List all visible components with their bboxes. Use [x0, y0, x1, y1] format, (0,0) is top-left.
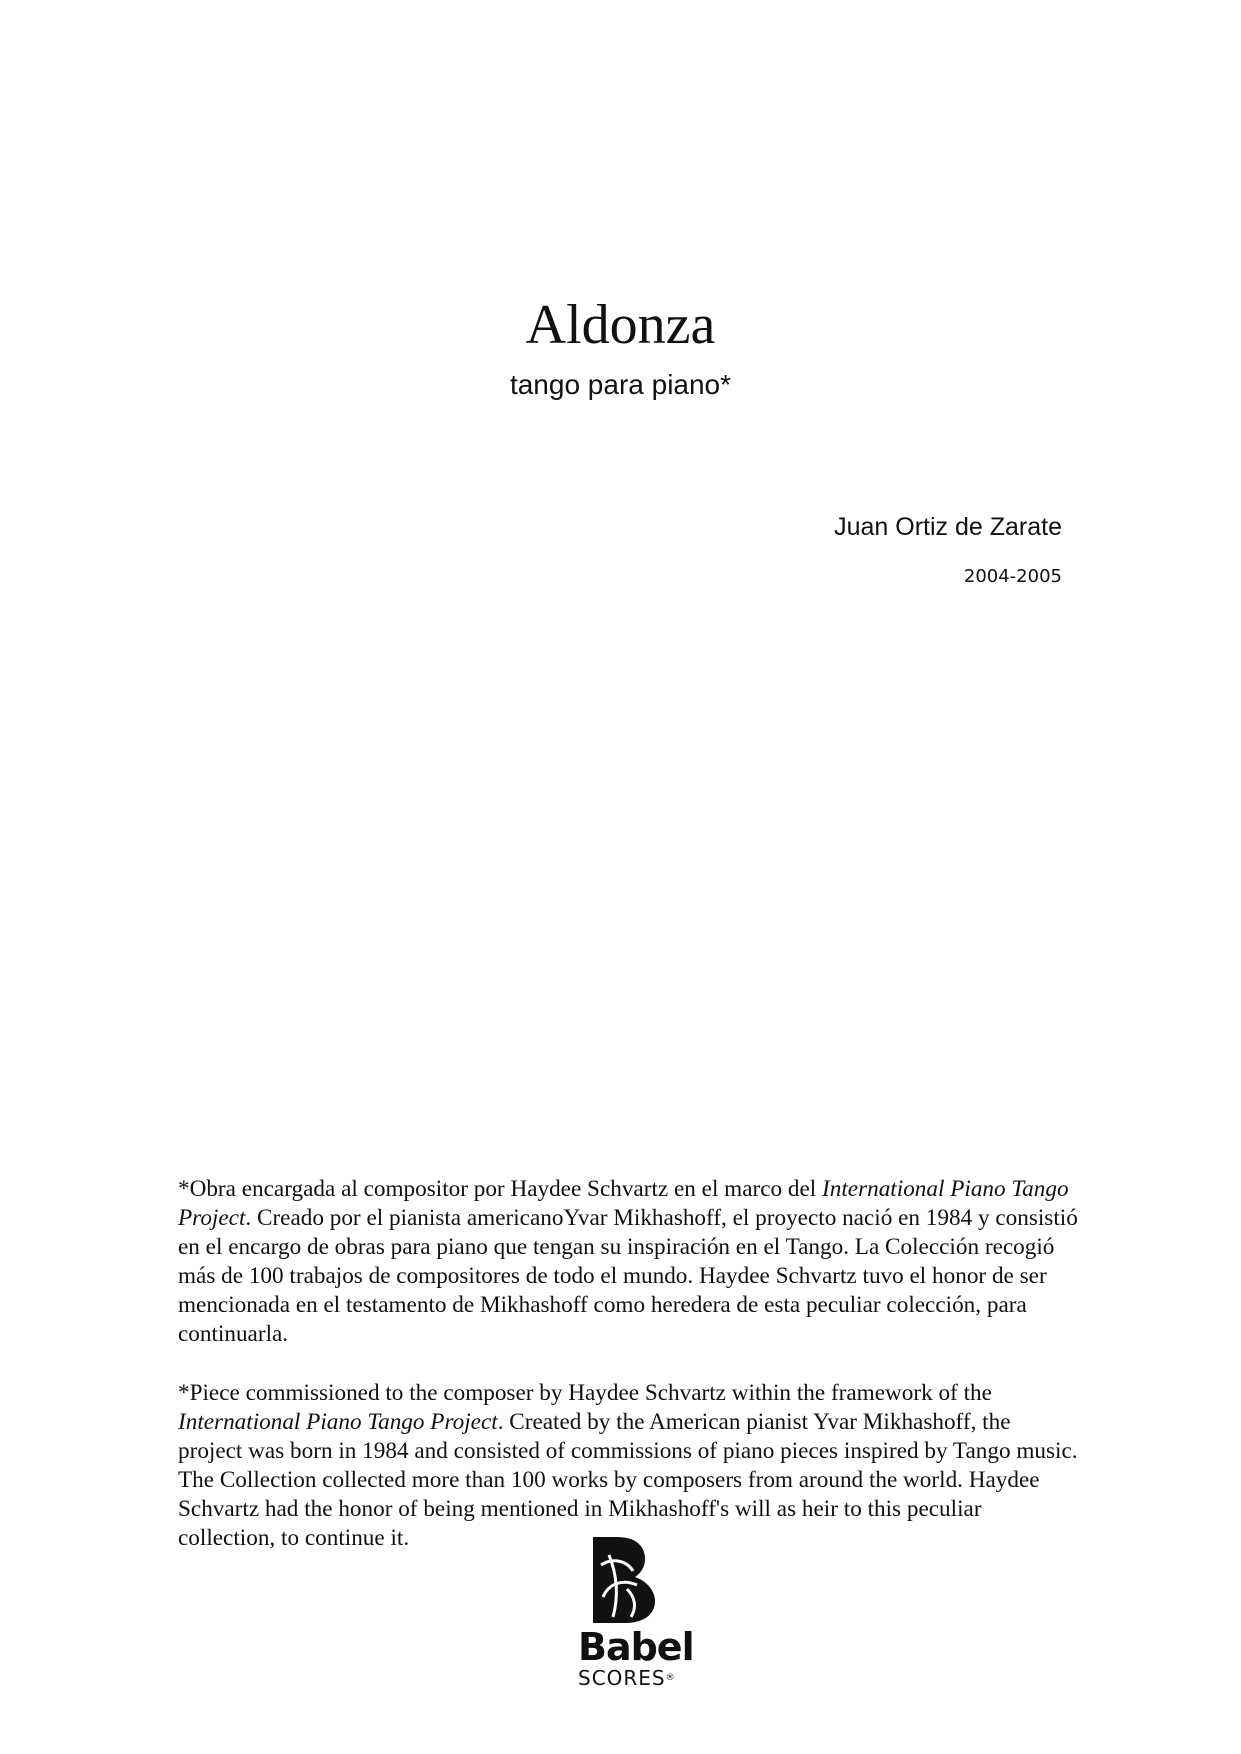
composition-years: 2004-2005 — [963, 566, 1062, 587]
babel-scores-logo-icon — [587, 1535, 659, 1623]
commission-note-english — [178, 1379, 1078, 1553]
note-es-rest: . Creado por el pianista americanoYvar Mikhashoff, el proyecto nació en 1984 y consistió en el encargo de obras para piano que tengan su inspiración en el Tango. La Colección recogió más de 100 trabajos de compositores de todo el mundo. Haydee Schvartz tuvo el honor de ser mencionada en el testamento de Mikhashoff como heredera de esta peculiar colección, para continuarla. — [178, 1205, 1078, 1347]
logo-wordmark: Babel — [578, 1625, 694, 1669]
subtitle: tango para piano* — [509, 369, 732, 400]
page-title: Aldonza — [525, 294, 716, 356]
commission-note-spanish — [178, 1175, 1078, 1349]
note-es-project-name: International Piano Tango Project — [178, 1176, 1069, 1231]
note-en-project-name: International Piano Tango Project — [178, 1409, 498, 1435]
note-en-intro: *Piece commissioned to the composer by Haydee Schvartz within the framework of the — [178, 1380, 992, 1406]
babel-scores-logo — [578, 1535, 694, 1715]
note-en-rest: . Created by the American pianist Yvar Mikhashoff, the project was born in 1984 and consisted of commissions of piano pieces inspired by Tango music. The Collection collected more than 100 works by composers from around the world. Haydee Schvartz had the honor of being mentioned in Mikhashoff's will as heir to this peculiar collection, to continue it. — [178, 1409, 1078, 1551]
composer-name: Juan Ortiz de Zarate — [834, 513, 1062, 541]
logo-sub-text: SCORES — [578, 1666, 666, 1690]
note-es-intro: *Obra encargada al compositor por Haydee Schvartz en el marco del — [178, 1176, 823, 1202]
logo-subtitle — [578, 1666, 675, 1690]
registered-mark: ® — [665, 1673, 675, 1683]
